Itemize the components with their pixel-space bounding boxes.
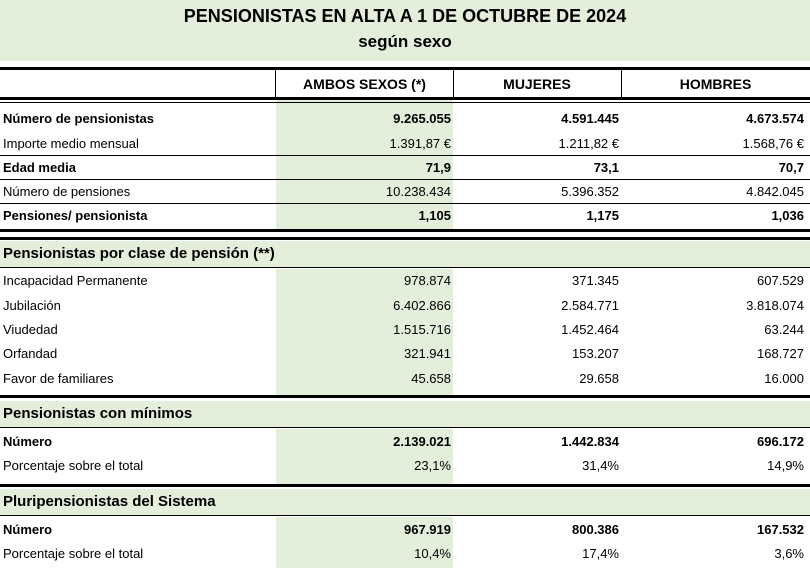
rule-thick: [0, 484, 810, 487]
section-title: Pensionistas por clase de pensión (**): [3, 245, 275, 262]
value-hombres: 607.529: [757, 273, 804, 288]
value-ambos: 45.658: [411, 371, 451, 386]
value-ambos: 6.402.866: [393, 298, 451, 313]
row-label: Orfandad: [3, 346, 58, 361]
header-divider: [275, 68, 276, 98]
row-label: Edad media: [3, 160, 76, 175]
title-block: [0, 0, 810, 61]
value-mujeres: 73,1: [593, 160, 619, 175]
rule-thick: [0, 97, 810, 100]
table-row: [0, 542, 810, 566]
value-hombres: 4.673.574: [746, 111, 804, 126]
section-title: Pluripensionistas del Sistema: [3, 493, 216, 510]
value-ambos: 967.919: [404, 522, 451, 537]
row-label: Viudedad: [3, 322, 58, 337]
table-row: [0, 204, 810, 228]
row-label: Porcentaje sobre el total: [3, 546, 144, 561]
section-header: [0, 241, 810, 267]
table-row: [0, 132, 810, 156]
table-row: [0, 430, 810, 454]
value-mujeres: 2.584.771: [561, 298, 619, 313]
value-ambos: 23,1%: [414, 458, 451, 473]
value-hombres: 70,7: [778, 160, 804, 175]
value-hombres: 1.568,76 €: [742, 136, 804, 151]
value-hombres: 168.727: [757, 346, 804, 361]
column-header-hombres: HOMBRES: [679, 76, 752, 92]
rule-thick: [0, 395, 810, 398]
rule-thick: [0, 229, 810, 232]
rule-thin: [0, 102, 810, 103]
value-ambos: 10,4%: [414, 546, 451, 561]
rule-thick: [0, 67, 810, 70]
value-mujeres: 1.452.464: [561, 322, 619, 337]
value-hombres: 167.532: [757, 522, 804, 537]
value-hombres: 63.244: [764, 322, 804, 337]
value-mujeres: 1.211,82 €: [558, 136, 619, 151]
rule-thin: [0, 155, 810, 156]
table-row: [0, 518, 810, 542]
value-mujeres: 1.442.834: [561, 434, 619, 449]
value-hombres: 14,9%: [767, 458, 804, 473]
value-hombres: 1,036: [771, 208, 804, 223]
row-label: Porcentaje sobre el total: [3, 458, 144, 473]
rule-thick: [0, 237, 810, 240]
row-label: Número: [3, 434, 53, 449]
value-ambos: 1,105: [418, 208, 451, 223]
table-row: [0, 342, 810, 366]
rule-thin: [0, 179, 810, 180]
header-divider: [453, 68, 454, 98]
table-row: [0, 318, 810, 342]
value-mujeres: 1,175: [586, 208, 619, 223]
value-ambos: 2.139.021: [393, 434, 451, 449]
value-hombres: 3,6%: [774, 546, 804, 561]
page-title: PENSIONISTAS EN ALTA A 1 DE OCTUBRE DE 2024: [183, 6, 627, 26]
row-label: Importe medio mensual: [3, 136, 139, 151]
value-mujeres: 153.207: [572, 346, 619, 361]
value-mujeres: 17,4%: [582, 546, 619, 561]
value-hombres: 4.842.045: [746, 184, 804, 199]
rule-thin: [0, 515, 810, 516]
page-subtitle: según sexo: [358, 32, 452, 51]
row-label: Número de pensionistas: [3, 111, 154, 126]
value-mujeres: 31,4%: [582, 458, 619, 473]
value-ambos: 9.265.055: [393, 111, 451, 126]
rule-thin: [0, 427, 810, 428]
value-ambos: 978.874: [404, 273, 451, 288]
value-mujeres: 371.345: [572, 273, 619, 288]
column-header-mujeres: MUJERES: [503, 76, 571, 92]
value-hombres: 16.000: [764, 371, 804, 386]
value-hombres: 3.818.074: [746, 298, 804, 313]
value-ambos: 1.391,87 €: [389, 136, 451, 151]
value-mujeres: 29.658: [579, 371, 619, 386]
table-row: [0, 107, 810, 131]
row-label: Jubilación: [3, 298, 61, 313]
header-divider: [621, 68, 622, 98]
table-row: [0, 156, 810, 180]
rule-thin: [0, 267, 810, 268]
row-label: Incapacidad Permanente: [3, 273, 148, 288]
row-label: Favor de familiares: [3, 371, 114, 386]
column-header-ambos: AMBOS SEXOS (*): [303, 76, 426, 92]
table-row: [0, 180, 810, 204]
value-mujeres: 5.396.352: [561, 184, 619, 199]
value-ambos: 321.941: [404, 346, 451, 361]
row-label: Número de pensiones: [3, 184, 131, 199]
value-mujeres: 800.386: [572, 522, 619, 537]
rule-thin: [0, 203, 810, 204]
row-label: Número: [3, 522, 53, 537]
section-header: [0, 489, 810, 515]
value-ambos: 1.515.716: [393, 322, 451, 337]
table-row: [0, 294, 810, 318]
value-mujeres: 4.591.445: [561, 111, 619, 126]
section-header: [0, 401, 810, 427]
value-hombres: 696.172: [757, 434, 804, 449]
section-title: Pensionistas con mínimos: [3, 405, 193, 422]
table-row: [0, 367, 810, 391]
row-label: Pensiones/ pensionista: [3, 208, 148, 223]
table-row: [0, 269, 810, 293]
table-row: [0, 454, 810, 478]
value-ambos: 10.238.434: [385, 184, 451, 199]
value-ambos: 71,9: [425, 160, 451, 175]
